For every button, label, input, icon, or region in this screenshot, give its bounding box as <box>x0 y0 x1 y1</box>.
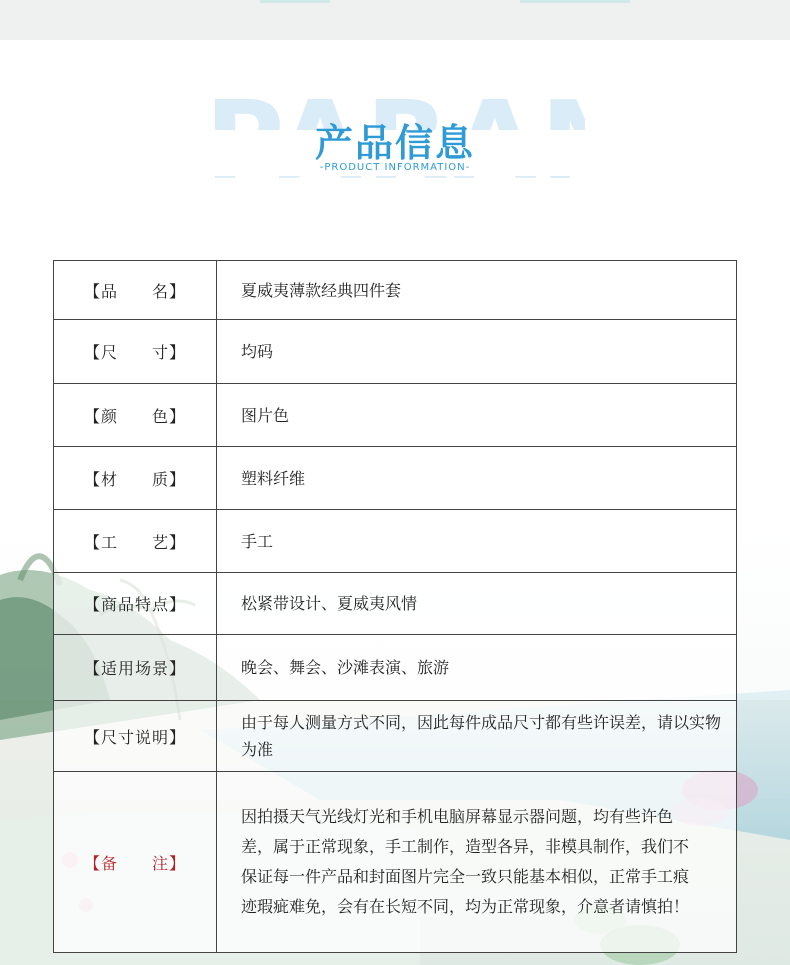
row-label: 【品 名】 <box>54 261 217 320</box>
row-label: 【尺 寸】 <box>54 320 217 384</box>
table-row <box>54 261 737 320</box>
row-label: 【颜 色】 <box>54 384 217 447</box>
row-label: 【工 艺】 <box>54 510 217 573</box>
table-row <box>54 635 737 701</box>
table-row <box>54 384 737 447</box>
table-row <box>54 510 737 573</box>
row-value: 手工 <box>217 510 737 573</box>
row-value-note: 因拍摄天气光线灯光和手机电脑屏幕显示器问题，均有些许色差，属于正常现象，手工制作，造型各异，非模具制作，我们不保证每一件产品和封面图片完全一致只能基本相似，正常手工痕迹瑕疵难免，会有在长短不同，均为正常现象，介意者请慎拍！ <box>217 772 737 953</box>
table-row <box>54 320 737 384</box>
row-value: 夏威夷薄款经典四件套 <box>217 261 737 320</box>
product-info-table <box>53 260 737 953</box>
table-row <box>54 573 737 635</box>
row-value: 均码 <box>217 320 737 384</box>
section-header <box>0 80 790 210</box>
row-value: 由于每人测量方式不同，因此每件成品尺寸都有些许误差，请以实物为准 <box>217 701 737 772</box>
table-row <box>54 772 737 953</box>
row-label-note: 【备 注】 <box>54 772 217 953</box>
row-value: 图片色 <box>217 384 737 447</box>
table-row <box>54 447 737 510</box>
row-label: 【商品特点】 <box>54 573 217 635</box>
row-label: 【适用场景】 <box>54 635 217 701</box>
row-value: 松紧带设计、夏威夷风情 <box>217 573 737 635</box>
row-value: 塑料纤维 <box>217 447 737 510</box>
row-label: 【材 质】 <box>54 447 217 510</box>
table-row <box>54 701 737 772</box>
row-value: 晚会、舞会、沙滩表演、旅游 <box>217 635 737 701</box>
page-subtitle: -PRODUCT INFORMATION- <box>319 162 471 173</box>
row-label: 【尺寸说明】 <box>54 701 217 772</box>
page-title: 产品信息 <box>314 121 475 165</box>
